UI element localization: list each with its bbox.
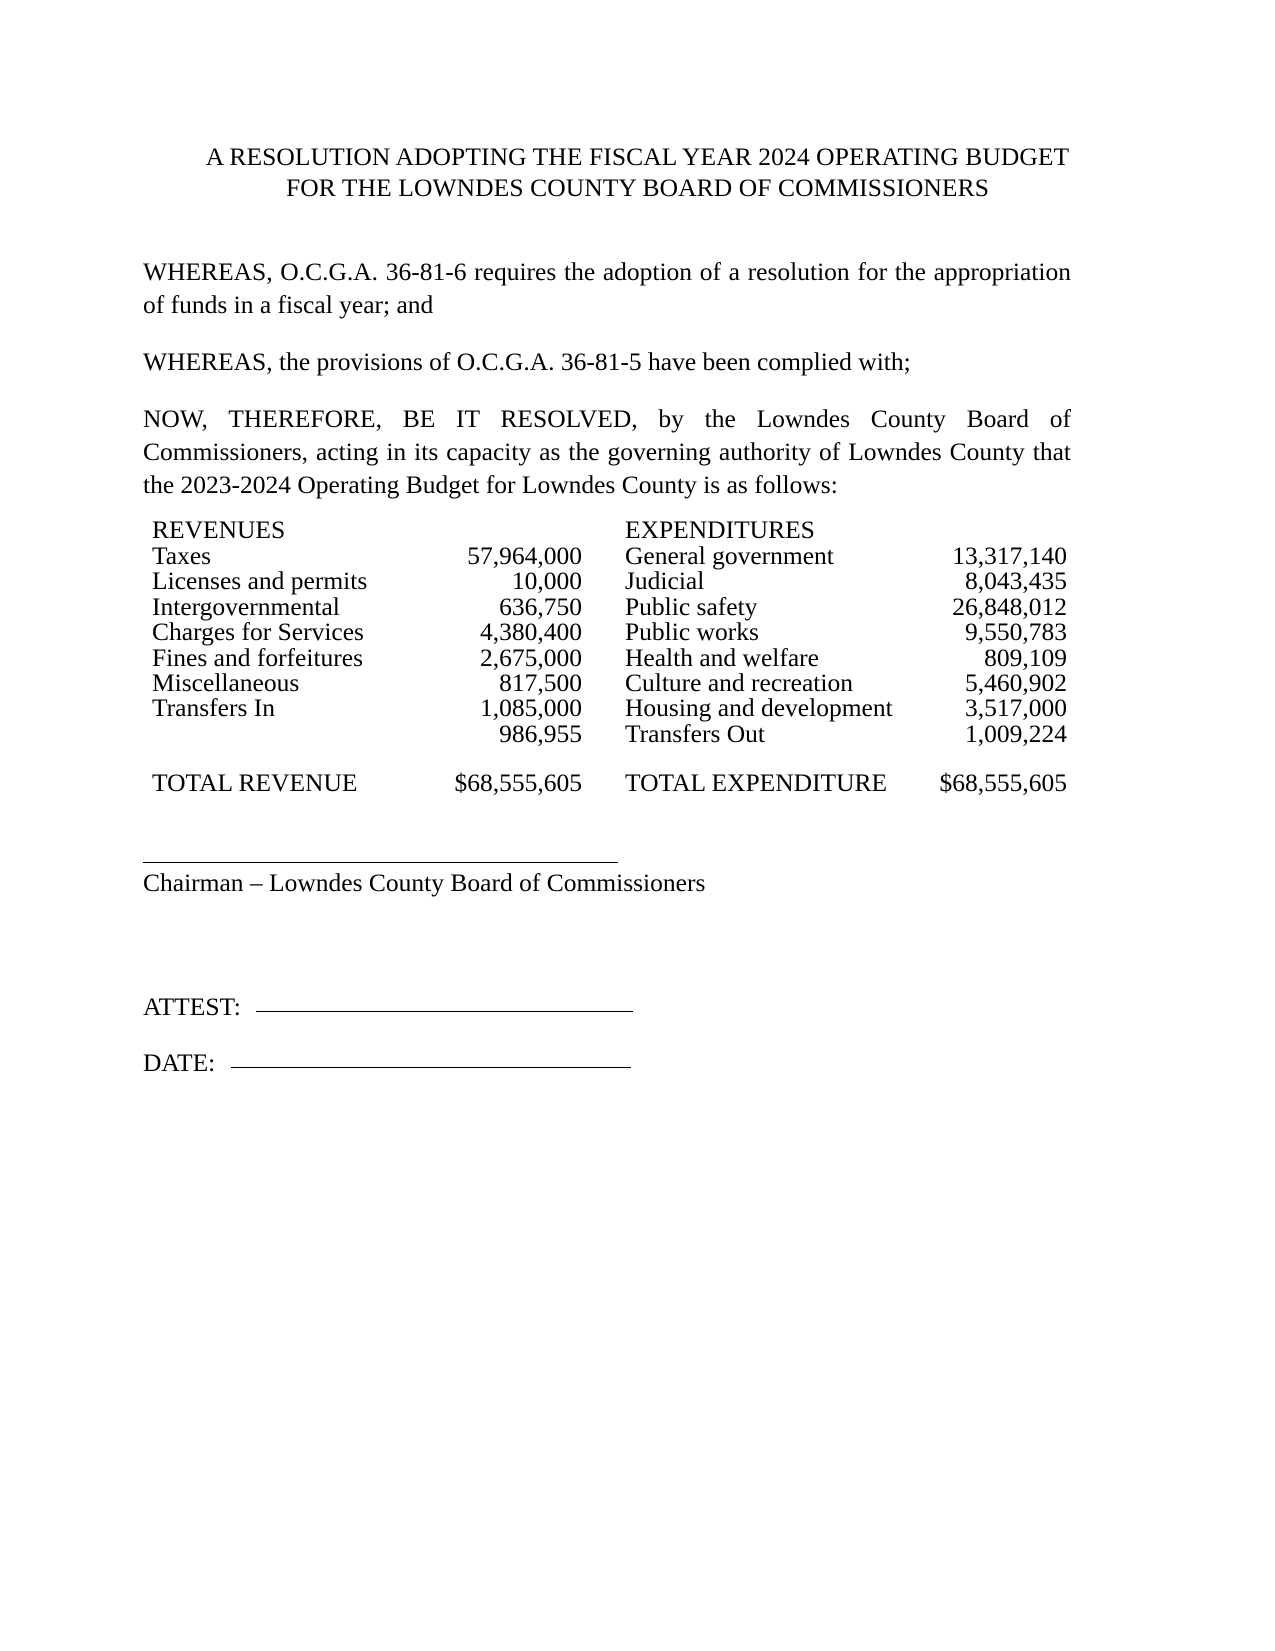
column-gap bbox=[582, 695, 625, 720]
revenue-label: Transfers In bbox=[152, 693, 276, 723]
attest-label: ATTEST: bbox=[143, 992, 241, 1021]
document-title bbox=[0, 141, 1275, 203]
total-expenditure-amount: $68,555,605 bbox=[939, 768, 1067, 798]
revenue-amount: 2,675,000 bbox=[480, 642, 582, 672]
expenditure-label: Transfers Out bbox=[625, 718, 766, 748]
budget-header-row bbox=[152, 517, 1067, 543]
revenues-heading: REVENUES bbox=[152, 515, 286, 544]
column-gap bbox=[582, 770, 625, 795]
revenue-amount: 986,955 bbox=[499, 718, 582, 748]
table-row bbox=[152, 568, 1067, 593]
budget-table-container bbox=[152, 517, 1067, 796]
chairman-signature-caption: Chairman – Lowndes County Board of Commissioners bbox=[143, 868, 706, 897]
expenditure-amount: 1,009,224 bbox=[965, 718, 1067, 748]
spacer-cell bbox=[424, 746, 582, 770]
revenue-amount: 10,000 bbox=[511, 566, 582, 596]
chairman-signature-block bbox=[143, 862, 843, 898]
revenue-amount: 57,964,000 bbox=[467, 540, 582, 570]
expenditure-amount: 809,109 bbox=[984, 642, 1067, 672]
table-row bbox=[152, 721, 1067, 746]
expenditure-amount: 5,460,902 bbox=[965, 667, 1067, 697]
column-gap bbox=[582, 721, 625, 746]
revenue-label: Licenses and permits bbox=[152, 566, 368, 596]
attest-field-row bbox=[143, 992, 843, 1022]
revenues-heading-amount-cell bbox=[424, 517, 582, 543]
budget-total-row bbox=[152, 770, 1067, 795]
expenditure-amount: 26,848,012 bbox=[952, 591, 1067, 621]
spacer-cell bbox=[152, 746, 424, 770]
revenue-label: Fines and forfeitures bbox=[152, 642, 364, 672]
attest-date-block bbox=[143, 992, 843, 1104]
revenue-amount: 1,085,000 bbox=[480, 693, 582, 723]
spacer-cell bbox=[582, 746, 625, 770]
revenue-amount: 817,500 bbox=[499, 667, 582, 697]
revenue-label: Intergovernmental bbox=[152, 591, 340, 621]
attest-input-line[interactable] bbox=[256, 1011, 633, 1012]
expenditure-amount: 3,517,000 bbox=[965, 693, 1067, 723]
paragraph-whereas-2: WHEREAS, the provisions of O.C.G.A. 36-81-5 have been complied with; bbox=[143, 347, 911, 376]
expenditures-heading: EXPENDITURES bbox=[625, 515, 815, 544]
revenue-label bbox=[152, 721, 424, 746]
expenditure-label: Judicial bbox=[625, 566, 705, 596]
table-row bbox=[152, 594, 1067, 619]
budget-table bbox=[152, 517, 1067, 796]
spacer-cell bbox=[915, 746, 1067, 770]
table-row bbox=[152, 645, 1067, 670]
chairman-signature-line[interactable] bbox=[143, 862, 618, 863]
paragraph-resolved: NOW, THEREFORE, BE IT RESOLVED, by the Lowndes County Board of Commissioners, acting in its capacity as the governing authority of Lowndes County that the 2023-2024 Operating Budget for Lowndes County is as follows: bbox=[143, 404, 1071, 499]
column-gap bbox=[582, 517, 625, 543]
total-expenditure-label: TOTAL EXPENDITURE bbox=[625, 768, 888, 798]
total-revenue-amount: $68,555,605 bbox=[454, 768, 582, 798]
expenditure-amount: 13,317,140 bbox=[952, 540, 1067, 570]
title-line-2: FOR THE LOWNDES COUNTY BOARD OF COMMISSIONERS bbox=[286, 173, 989, 202]
revenue-amount: 4,380,400 bbox=[480, 617, 582, 647]
revenue-amount: 636,750 bbox=[499, 591, 582, 621]
date-field-row bbox=[143, 1048, 843, 1078]
revenue-label: Miscellaneous bbox=[152, 667, 300, 697]
revenue-label: Taxes bbox=[152, 540, 212, 570]
column-gap bbox=[582, 645, 625, 670]
expenditure-label: Public works bbox=[625, 617, 759, 647]
expenditure-label: Health and welfare bbox=[625, 642, 819, 672]
column-gap bbox=[582, 543, 625, 568]
expenditure-amount: 8,043,435 bbox=[965, 566, 1067, 596]
expenditure-label: Housing and development bbox=[625, 693, 893, 723]
document-body bbox=[143, 255, 1071, 501]
column-gap bbox=[582, 594, 625, 619]
expenditure-label: Culture and recreation bbox=[625, 667, 853, 697]
expenditure-amount: 9,550,783 bbox=[965, 617, 1067, 647]
column-gap bbox=[582, 568, 625, 593]
table-row bbox=[152, 695, 1067, 720]
column-gap bbox=[582, 670, 625, 695]
expenditure-label: General government bbox=[625, 540, 834, 570]
spacer-cell bbox=[625, 746, 915, 770]
table-row bbox=[152, 543, 1067, 568]
table-spacer-row bbox=[152, 746, 1067, 770]
revenue-label: Charges for Services bbox=[152, 617, 364, 647]
expenditure-label: Public safety bbox=[625, 591, 758, 621]
expenditures-heading-amount-cell bbox=[915, 517, 1067, 543]
title-line-1: A RESOLUTION ADOPTING THE FISCAL YEAR 2024 OPERATING BUDGET bbox=[205, 142, 1070, 171]
budget-table-body bbox=[152, 517, 1067, 796]
paragraph-whereas-1: WHEREAS, O.C.G.A. 36-81-6 requires the adoption of a resolution for the appropriation of funds in a fiscal year; and bbox=[143, 257, 1071, 319]
total-revenue-label: TOTAL REVENUE bbox=[152, 768, 358, 798]
date-input-line[interactable] bbox=[231, 1067, 631, 1068]
date-label: DATE: bbox=[143, 1048, 216, 1077]
column-gap bbox=[582, 619, 625, 644]
table-row bbox=[152, 670, 1067, 695]
table-row bbox=[152, 619, 1067, 644]
